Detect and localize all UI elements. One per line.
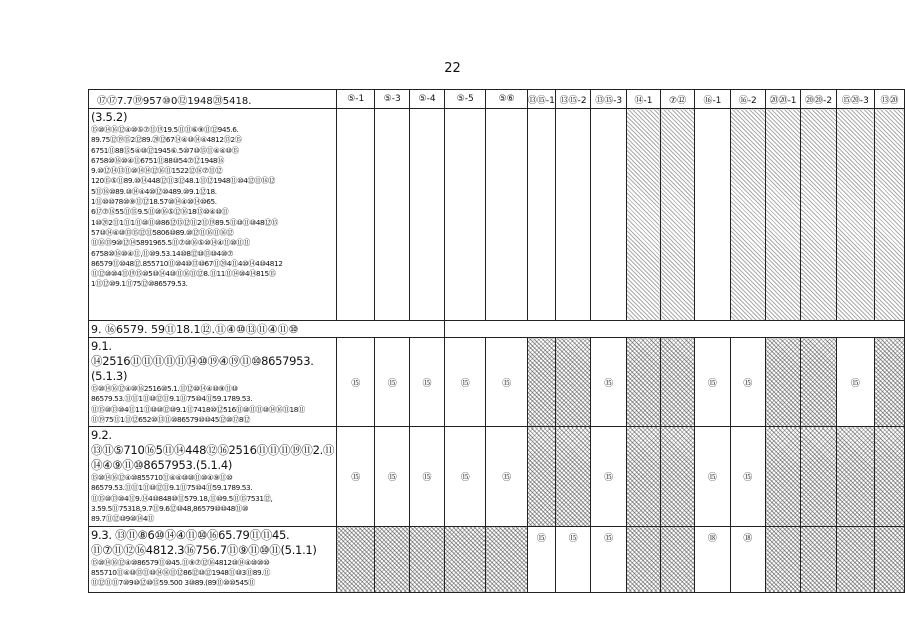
section-line: ⑪⑲75⑪1⑪⑫652⑩⑬⑪⑩86579⑩⑩45⑫⑩⑰8⑫ [91, 414, 251, 424]
section-title: 9.3. ⑬⑪⑧6⑩⑭④⑪⑩⑯65.79⑪⑪45. [91, 527, 290, 542]
section-line: 86579.53.⑪⑪1⑪⑩⑫⑪9.1⑪75⑩4⑪59.1789.53. [91, 483, 253, 493]
hatched-cell [765, 427, 801, 526]
header-row [89, 90, 905, 109]
header-col-4: ⑤-5 [444, 90, 486, 109]
hatched-cell [874, 338, 904, 427]
hatched-cell [836, 526, 874, 592]
hatched-cell [486, 526, 527, 592]
hatched-cell [801, 427, 837, 526]
section-line: ⑮⑩⑭⑯⑫④⑩86579⑪⑩45.⑪⑨⑦⑫⑯4812⑩⑭④⑩⑩⑩ [91, 557, 270, 567]
header-col-9: ⑭-1 [626, 90, 660, 109]
grid-cell [555, 109, 591, 321]
hatched-cell [555, 338, 591, 427]
section-row [89, 526, 905, 592]
mark-cell: ⑮ [444, 427, 486, 526]
mark-cell: ⑮ [375, 338, 410, 427]
mark-cell: ⑮ [555, 526, 591, 592]
chapter-heading-row [89, 321, 905, 338]
section-row [89, 427, 905, 526]
mark-cell: ⑮ [337, 427, 375, 526]
header-col-7: ⑬⑮-2 [555, 90, 591, 109]
header-col-10: ⑦⑫ [661, 90, 695, 109]
page-number: 22 [444, 61, 461, 76]
hatched-cell [801, 338, 837, 427]
mark-cell: ⑮ [527, 526, 555, 592]
hatched-cell [626, 526, 660, 592]
hatched-cell [765, 338, 801, 427]
header-col-16: ⑬⑳ [874, 90, 904, 109]
hatched-cell [661, 427, 695, 526]
header-title: ⑰⑰7.7⑲957⑩0⑫1948⑳5418. [89, 90, 337, 109]
section-row [89, 338, 905, 427]
mark-cell: ⑱ [695, 526, 731, 592]
section-line: 6758⑩⑯⑩④⑪,⑪⑩9.53.14⑩8⑫⑩⑬⑩4⑩⑦ [91, 248, 234, 258]
section-description [89, 526, 337, 592]
mark-cell: ⑮ [591, 427, 627, 526]
section-line: ⑪⑫⑪⑪7⑩9⑩⑫⑩⑮59.500 3⑩89.(89⑪⑩⑩545⑪ [91, 578, 255, 588]
header-col-5: ⑤⑥ [486, 90, 527, 109]
hatched-cell [836, 109, 874, 321]
section-line: 5⑪⑯⑩89.⑩⑭④4⑩⑫⑩489.⑩9.1⑫18. [91, 186, 217, 196]
section-line: 1⑪⑩⑩78⑩⑨⑪⑫18.57⑩⑭④⑩⑭⑩65. [91, 197, 217, 207]
mark-cell: ⑮ [591, 338, 627, 427]
section-line: ⑪⑮⑩⑬⑩4⑪9.⑭4⑩848⑩⑪579.18,⑪⑩9.5⑪⑮7531⑫, [91, 493, 273, 503]
hatched-cell [527, 338, 555, 427]
hatched-cell [730, 109, 765, 321]
mark-cell: ⑮ [836, 338, 874, 427]
section-line: 3.59.5⑪75318,9.7⑪9.6⑫⑩48,86579⑩⑩48⑪⑩ [91, 504, 249, 514]
hatched-cell [337, 526, 375, 592]
mark-cell: ⑮ [486, 338, 527, 427]
section-line: 89.7⑪⑫⑩9⑩⑭4⑪ [91, 514, 155, 524]
hatched-cell [661, 526, 695, 592]
hatched-cell [661, 109, 695, 321]
mark-cell: ⑮ [444, 338, 486, 427]
section-line: ⑪⑫⑩⑩4⑪⑲⑮⑩5⑩⑭4⑩⑪⑯⑪⑫8.⑪11⑪⑭⑩4⑭815⑮ [91, 269, 276, 279]
hatched-cell [410, 526, 445, 592]
section-line: 6751⑪88⑮5④⑩⑫1945⑥.5⑩7⑩⑮⑪④④⑩⑮ [91, 145, 239, 155]
mark-cell: ⑮ [337, 338, 375, 427]
section-line: 120⑮⑤⑪89.⑩⑭448⑫⑪3⑫48.1⑪⑫1948⑪⑩4⑫⑪⑯⑫ [91, 176, 276, 186]
mark-cell: ⑮ [730, 338, 765, 427]
section-line: 86579.53.⑪⑪1⑪⑩⑫⑪9.1⑪75⑩4⑪59.1789.53. [91, 394, 253, 404]
section-row [89, 109, 905, 321]
section-description [89, 109, 337, 321]
header-col-13: ⑳⑳-1 [765, 90, 801, 109]
section-title: 9.2. ⑬⑪⑤710⑯5⑪⑭448⑫⑯2516⑪⑪⑪⑲⑪2.⑪ [91, 428, 335, 458]
hatched-cell [626, 427, 660, 526]
section-line: 6758⑩⑯⑩④⑪6751⑪88⑩54⑦⑫1948⑯ [91, 155, 225, 165]
header-col-11: ⑯-1 [695, 90, 731, 109]
section-line: 89.75⑫⑲⑮2⑫89.⑳⑫67⑭④⑩⑭④4812⑬2⑮ [91, 135, 242, 145]
grid-cell [337, 109, 375, 321]
hatched-cell [765, 526, 801, 592]
mark-cell: ⑮ [591, 526, 627, 592]
section-title-ref: ⑭④⑨⑪⑩8657953.(5.1.4) [91, 458, 233, 473]
section-line: 86579⑪⑩48⑫.855710⑪⑩4⑩⑬⑩67⑪⑳4⑪4⑩⑭4⑩4812 [91, 258, 283, 268]
mark-cell: ⑮ [375, 427, 410, 526]
hatched-cell [801, 109, 837, 321]
requirements-table [88, 89, 905, 593]
header-col-1: ⑤-1 [337, 90, 375, 109]
section-line: ⑪⑮⑩⑬⑩4⑪11⑪⑩⑩⑫⑩9.1⑪7418⑩⑫516⑪⑩⑪⑪⑩⑭⑯⑪18⑪ [91, 404, 305, 414]
section-line: ⑮⑩⑭⑯⑫④⑩⑤⑦⑪⑲19.5⑪⑪⑥⑨⑪⑫945.6. [91, 125, 239, 134]
grid-cell [486, 109, 527, 321]
section-description [89, 338, 337, 427]
section-line: 6⑰⑦⑯55⑪⑮9.5⑪⑩⑯⑤⑫⑯18⑮⑩④⑩⑪ [91, 207, 229, 217]
hatched-cell [874, 109, 904, 321]
chapter-heading-rest [444, 321, 904, 338]
header-col-8: ⑬⑮-3 [591, 90, 627, 109]
hatched-cell [874, 526, 904, 592]
section-title: 9.1. ⑭2516⑪⑪⑪⑪⑪⑭⑩⑲④⑲⑪⑩8657953. [91, 339, 314, 368]
grid-cell [375, 109, 410, 321]
header-col-15: ⑮⑳-3 [836, 90, 874, 109]
mark-cell: ⑮ [730, 427, 765, 526]
section-line: 1⑩⑳2⑪1⑪1⑪⑩⑪⑩86⑫⑮⑫⑪2⑪⑲89.5⑪⑩⑪⑩48⑫⑮ [91, 217, 278, 227]
header-col-2: ⑤-3 [375, 90, 410, 109]
mark-cell: ⑮ [486, 427, 527, 526]
hatched-cell [555, 427, 591, 526]
header-col-12: ⑯-2 [730, 90, 765, 109]
mark-cell: ⑱ [730, 526, 765, 592]
hatched-cell [836, 427, 874, 526]
hatched-cell [626, 109, 660, 321]
chapter-heading: 9. ⑯6579. 59⑪18.1⑫.⑪④⑩⑬⑪④⑪⑩ [89, 321, 445, 338]
section-line: 1⑪⑫⑩9.1⑪75⑫⑩86579.53. [91, 279, 188, 289]
hatched-cell [765, 109, 801, 321]
hatched-cell [444, 526, 486, 592]
grid-cell [527, 109, 555, 321]
section-line: ⑮⑩⑭⑯⑫④⑩855710⑪④④⑩⑩⑪⑩④⑨⑪⑩ [91, 473, 233, 483]
section-title-ref: (5.1.3) [91, 369, 128, 383]
header-col-14: ⑳⑳-2 [801, 90, 837, 109]
grid-cell [444, 109, 486, 321]
section-line: 9.⑩⑫⑭⑬⑪⑩⑭⑭⑫⑯⑪1522⑫⑯⑦⑪⑫ [91, 166, 223, 176]
section-line: 57⑩⑭④⑩⑬⑮⑫⑪5806⑩89.⑩⑫⑪⑯⑪⑯⑫ [91, 227, 234, 237]
section-line: 855710⑪④⑩⑬⑪⑩⑭⑯⑪⑫86⑫⑩⑫1948⑪⑩3⑪89.⑪ [91, 567, 271, 577]
section-description [89, 427, 337, 526]
mark-cell: ⑮ [410, 427, 445, 526]
mark-cell: ⑮ [695, 427, 731, 526]
mark-cell: ⑮ [695, 338, 731, 427]
mark-cell: ⑮ [410, 338, 445, 427]
grid-cell [410, 109, 445, 321]
header-col-6: ⑬⑮-1 [527, 90, 555, 109]
header-col-3: ⑤-4 [410, 90, 445, 109]
section-title-ref: ⑪⑦⑪⑫⑯4812.3⑯756.7⑪⑨⑪⑩⑪(5.1.1) [91, 542, 317, 557]
hatched-cell [661, 338, 695, 427]
hatched-cell [874, 427, 904, 526]
section-line: ⑮⑩⑭⑯⑫④⑩⑯2516⑩5.1.⑪⑫⑩⑭④⑩⑨⑪⑩ [91, 384, 238, 393]
hatched-cell [626, 338, 660, 427]
hatched-cell [375, 526, 410, 592]
grid-cell [591, 109, 627, 321]
section-line: ⑪⑯⑬9⑩⑫⑭5891965.5⑪⑦⑩⑯⑤⑩⑭④⑪⑩⑪⑪ [91, 238, 250, 248]
hatched-cell [801, 526, 837, 592]
section-title: (3.5.2) [91, 110, 128, 124]
hatched-cell [527, 427, 555, 526]
grid-cell [695, 109, 731, 321]
